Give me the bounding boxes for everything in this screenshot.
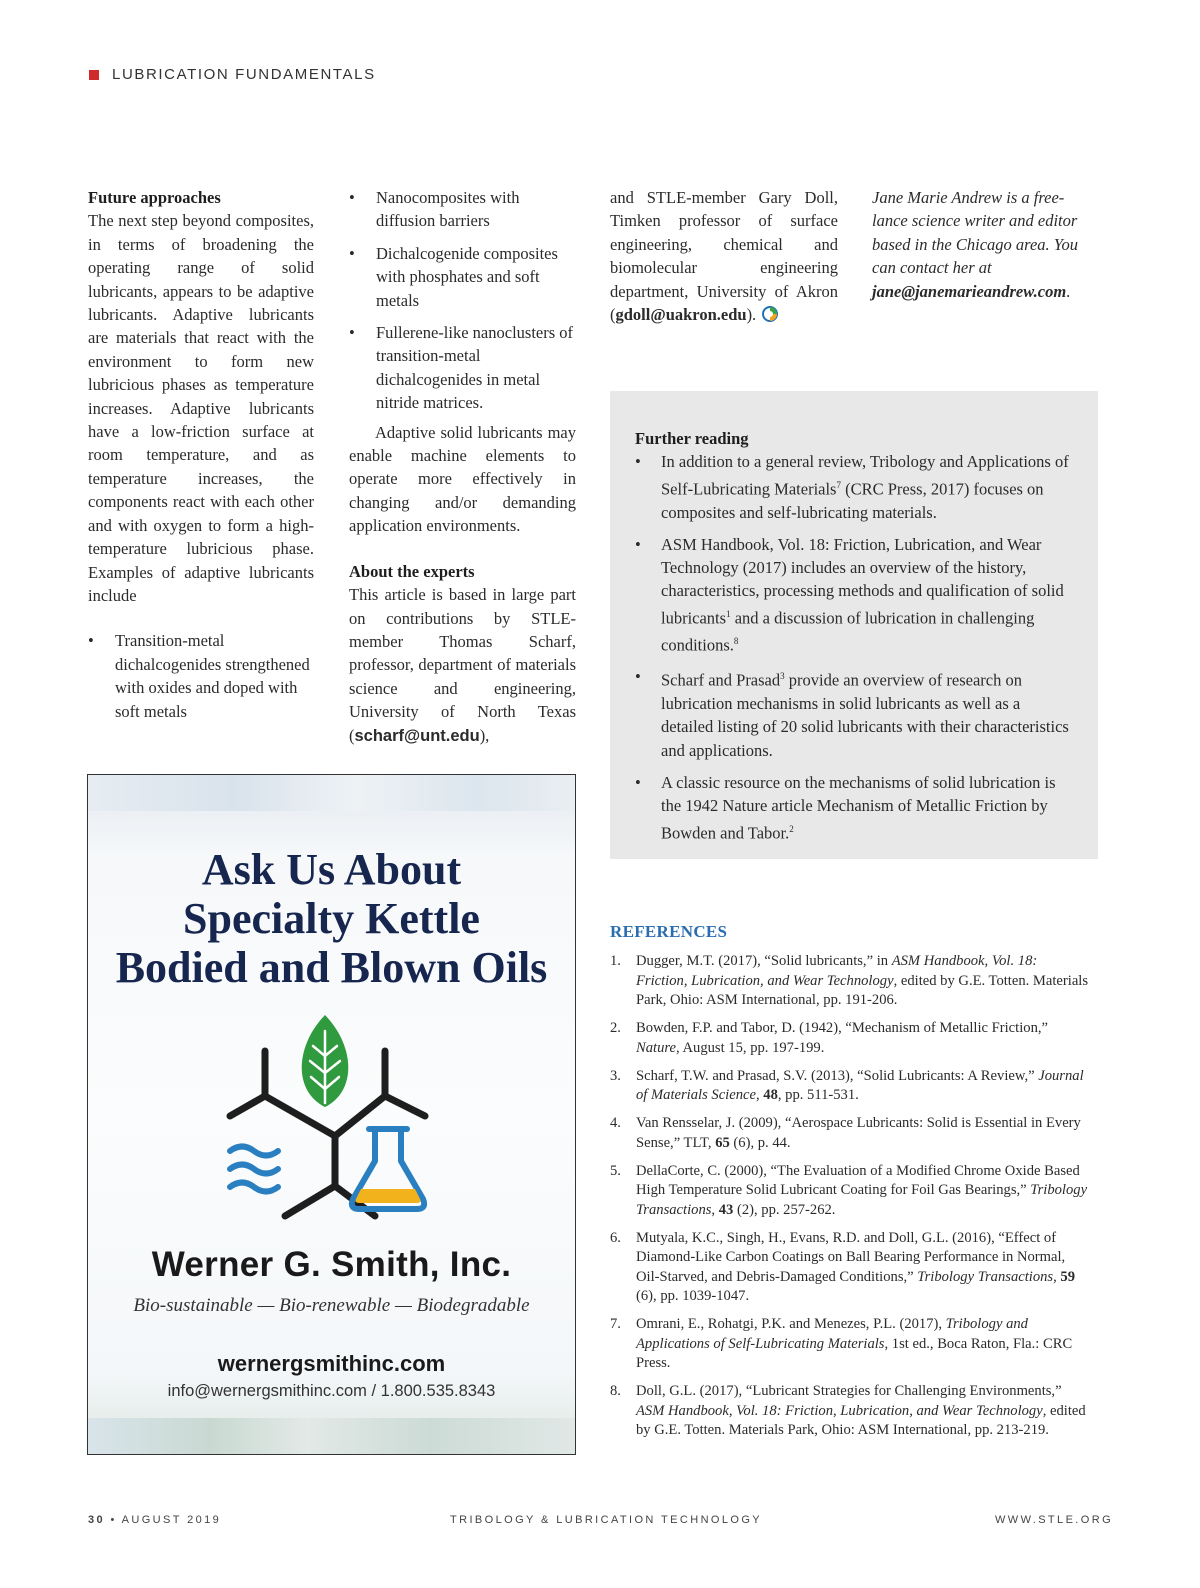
paragraph-experts: This article is based in large part on contributions by STLE-member Thomas Scharf, professor, department of materials science and engineering, University of North Texas (scharf@unt.edu), — [349, 585, 576, 745]
list-item: • Transition-metal dichalcogenides strengthened with oxides and doped with soft metals — [88, 631, 310, 721]
references-heading: REFERENCES — [610, 922, 728, 941]
further-reading-box — [610, 391, 1098, 859]
paragraph-adaptive-lubricants: The next step beyond composites, in terms of broadening the operating range of solid lubricants, appears to be adaptive lubricants. Adaptive lubricants are materials that react with the environment to form new lubricious phases as temperature increases. Adaptive lubricants have a low-friction surface at room temperature, and as temperature increases, the components react with each other and with oxygen to form a high-temperature lubricious phase. Examples of adaptive lubricants include — [88, 211, 314, 605]
end-of-article-icon — [762, 306, 778, 322]
list-item: • Fullerene-like nanoclusters of transition-metal dichalcogenides in metal nitride matrices. — [349, 323, 574, 413]
issue-date: AUGUST 2019 — [121, 1514, 222, 1526]
footer-page-info: 30 • AUGUST 2019 — [88, 1514, 222, 1526]
reference-item: 2. Bowden, F.P. and Tabor, D. (1942), “Mechanism of Metallic Friction,” Nature, August 15, pp. 197-199. — [610, 1020, 1048, 1056]
list-item: • Nanocomposites with diffusion barriers — [349, 188, 520, 231]
author-bio — [872, 186, 1098, 303]
page-number: 30 — [88, 1514, 106, 1526]
list-item: • ASM Handbook, Vol. 18: Friction, Lubrication, and Wear Technology (2017) includes an overview of the history, characteristics, processing methods and qualification of solid lubricants$^1$ and a discussion of lubrication in challenging conditions.$^8$ — [635, 534, 1064, 655]
paragraph-adaptive-solid-lubricants: Adaptive solid lubricants may enable machine elements to operate more effectively in changing and/or demanding application environments. — [349, 422, 576, 536]
further-reading-list — [635, 450, 1075, 844]
further-reading-heading: Further reading — [635, 429, 749, 448]
email-link[interactable]: gdoll@uakron.edu — [615, 305, 747, 325]
company-logo-icon — [225, 1011, 445, 1237]
email-link[interactable]: jane@janemarieandrew.com — [872, 281, 1067, 301]
reference-item: 6. Mutyala, K.C., Singh, H., Evans, R.D. and Doll, G.L. (2016), “Effect of Diamond-Like Carbon Coatings on Ball Bearing Performance in Normal, Oil-Starved, and Debris-Damaged Conditions,” Tribology Transactions, 59 (6), pp. 1039-1047. — [610, 1229, 1076, 1304]
heading-about-the-experts: About the experts — [349, 561, 475, 581]
list-item: • Dichalcogenide composites with phosphates and soft metals — [349, 243, 558, 310]
list-item: • In addition to a general review, Tribology and Applications of Self-Lubricating Materials$^7$ (CRC Press, 2017) focuses on composites and self-lubricating materials. — [635, 452, 1069, 522]
section-marker — [89, 70, 99, 80]
footer-website[interactable]: WWW.STLE.ORG — [995, 1514, 1114, 1526]
ad-tagline: Bio-sustainable — Bio-renewable — Biodegradable — [133, 1295, 530, 1316]
reference-item: 8. Doll, G.L. (2017), “Lubricant Strategies for Challenging Environments,” ASM Handbook, Vol. 18: Friction, Lubrication, and Wear Technology, edited by G.E. Totten. Materials Park, Ohio: ASM International, pp. 213-219. — [610, 1383, 1086, 1438]
heading-future-approaches: Future approaches — [88, 188, 221, 207]
paragraph-experts-continued: and STLE-member Gary Doll, Timken professor of surface engineering, chemical and biomolecular engineering department, University of Akron (gdoll@uakron.edu). — [610, 188, 838, 325]
ad-website-link[interactable]: wernergsmithinc.com — [217, 1351, 446, 1376]
reference-item: 5. DellaCorte, C. (2000), “The Evaluation of a Modified Chrome Oxide Based High Temperature Solid Lubricant Coating for Foil Gas Bearings,” Tribology Transactions, 43 (2), pp. 257-262. — [610, 1162, 1088, 1218]
reference-item: 3. Scharf, T.W. and Prasad, S.V. (2013), “Solid Lubricants: A Review,” Journal of Materials Science, 48, pp. 511-531. — [610, 1067, 1084, 1103]
reference-item: 1. Dugger, M.T. (2017), “Solid lubricants,” in ASM Handbook, Vol. 18: Friction, Lubrication, and Wear Technology, edited by G.E. Totten. Materials Park, Ohio: ASM International, pp. 191-206. — [610, 953, 1089, 1008]
email-link[interactable]: scharf@unt.edu — [354, 726, 480, 745]
bullet-list — [349, 186, 576, 415]
article-column-1 — [88, 186, 314, 732]
advertisement[interactable] — [87, 774, 576, 1455]
list-item: • Scharf and Prasad$^3$ provide an overview of research on lubrication mechanisms in solid lubricants as well as a detailed listing of 20 solid lubricants with their characteristics and applications. — [635, 667, 1069, 760]
reference-item: 4. Van Rensselar, J. (2009), “Aerospace Lubricants: Solid is Essential in Every Sense,” TLT, 65 (6), p. 44. — [610, 1115, 1081, 1151]
ad-background-photo-strip — [88, 775, 575, 811]
article-column-2 — [349, 186, 576, 748]
ad-headline: Ask Us About Specialty Kettle Bodied and Blown Oils — [115, 845, 548, 992]
references-list — [610, 952, 1090, 1449]
ad-background-photo-strip — [88, 1418, 575, 1454]
ad-contact-info[interactable]: info@wernergsmithinc.com / 1.800.535.8343 — [167, 1382, 496, 1400]
bullet-list — [88, 629, 314, 723]
section-title: LUBRICATION FUNDAMENTALS — [112, 66, 376, 83]
reference-item: 7. Omrani, E., Rohatgi, P.K. and Menezes, P.L. (2017), Tribology and Applications of Self-Lubricating Materials, 1st ed., Boca Raton, Fla.: CRC Press. — [610, 1316, 1073, 1371]
footer-publication: TRIBOLOGY & LUBRICATION TECHNOLOGY — [450, 1514, 763, 1526]
article-column-3 — [610, 186, 838, 326]
author-bio-text: Jane Marie Andrew is a free-lance science writer and editor based in the Chicago area. You can contact her at jane@janemarieandrew.com. — [872, 188, 1078, 301]
ad-company-name: Werner G. Smith, Inc. — [151, 1245, 512, 1284]
list-item: • A classic resource on the mechanisms of solid lubrication is the 1942 Nature article Mechanism of Metallic Friction by Bowden and Tabor.$^2$ — [635, 772, 1056, 843]
